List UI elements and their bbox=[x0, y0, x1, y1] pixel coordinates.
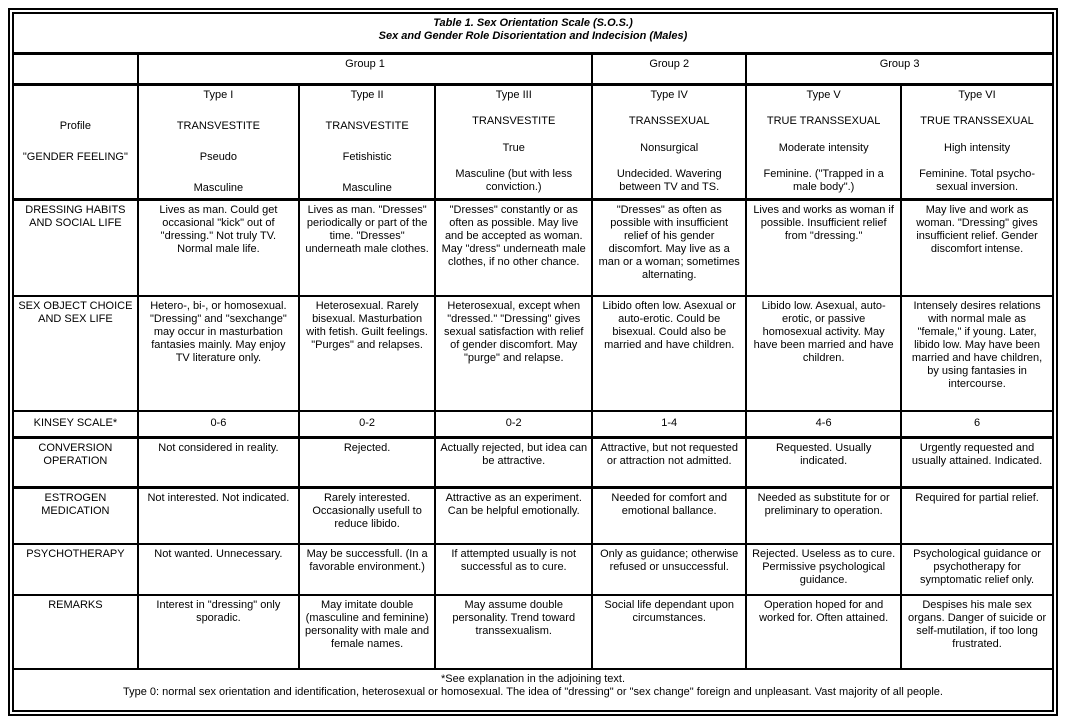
profile-cell-type-i bbox=[138, 84, 299, 199]
profile-classification: TRANSVESTITE bbox=[325, 119, 409, 132]
cell-dressing-type-v: Lives and works as woman if possible. Insufficient relief from "dressing." bbox=[746, 199, 901, 296]
cell-estrogen-type-iii: Attractive as an experiment. Can be helpful emotionally. bbox=[435, 487, 592, 544]
cell-estrogen-type-iv: Needed for comfort and emotional ballance. bbox=[592, 487, 746, 544]
cell-estrogen-type-v: Needed as substitute for or preliminary to operation. bbox=[746, 487, 901, 544]
table-title-cell bbox=[13, 13, 1053, 53]
type-header: Type I bbox=[203, 88, 234, 101]
profile-subtype: Pseudo bbox=[199, 150, 238, 163]
footnote-type-0: Type 0: normal sex orientation and identification, heterosexual or homosexual. The idea of "dressing" or "sex change" foreign and unpleasant. Vast majority of all people. bbox=[123, 686, 943, 698]
footnotes-cell bbox=[13, 669, 1053, 711]
cell-conversion-type-ii: Rejected. bbox=[299, 437, 435, 487]
profile-subtype: Nonsurgical bbox=[640, 141, 699, 154]
cell-sexobj-type-i: Hetero-, bi-, or homosexual. "Dressing" and "sexchange" may occur in masturbation fantasies mainly. May enjoy TV literature only. bbox=[138, 296, 299, 411]
cell-psych-type-iii: If attempted usually is not successful as to cure. bbox=[435, 544, 592, 595]
profile-stack bbox=[304, 89, 430, 195]
cell-dressing-type-vi: May live and work as woman. "Dressing" gives insufficient relief. Gender discomfort intense. bbox=[901, 199, 1053, 296]
profile-stack bbox=[906, 89, 1048, 195]
cell-estrogen-type-vi: Required for partial relief. bbox=[901, 487, 1053, 544]
profile-label-spacer-bottom bbox=[18, 182, 133, 195]
cell-remarks-type-i: Interest in "dressing" only sporadic. bbox=[138, 595, 299, 669]
profile-cell-type-iii bbox=[435, 84, 592, 199]
cell-remarks-type-iii: May assume double personality. Trend toward transsexualism. bbox=[435, 595, 592, 669]
row-label-psychotherapy: PSYCHOTHERAPY bbox=[13, 544, 138, 595]
cell-kinsey-type-iv: 1-4 bbox=[592, 411, 746, 437]
row-label-estrogen-medication: ESTROGEN MEDICATION bbox=[13, 487, 138, 544]
group-2-header: Group 2 bbox=[592, 53, 746, 84]
type-header: Type III bbox=[495, 88, 532, 101]
profile-row-label-cell bbox=[13, 84, 138, 199]
row-label-remarks: REMARKS bbox=[13, 595, 138, 669]
table-title: Table 1. Sex Orientation Scale (S.O.S.) bbox=[433, 17, 633, 29]
cell-dressing-type-iii: "Dresses" constantly or as often as possible. May live and be accepted as woman. May "dress" underneath male clothes, if no other chance. bbox=[435, 199, 592, 296]
profile-classification: TRUE TRANSSEXUAL bbox=[920, 115, 1034, 128]
profile-stack bbox=[440, 89, 587, 195]
profile-stack bbox=[143, 89, 294, 195]
profile-cell-type-v bbox=[746, 84, 901, 199]
cell-psych-type-v: Rejected. Useless as to cure. Permissive psychological guidance. bbox=[746, 544, 901, 595]
profile-subtype: High intensity bbox=[944, 141, 1011, 154]
cell-kinsey-type-vi: 6 bbox=[901, 411, 1053, 437]
cell-remarks-type-iv: Social life dependant upon circumstances. bbox=[592, 595, 746, 669]
cell-psych-type-iv: Only as guidance; otherwise refused or unsuccessful. bbox=[592, 544, 746, 595]
type-header: Type V bbox=[806, 88, 841, 101]
profile-stack bbox=[751, 89, 896, 195]
cell-sexobj-type-vi: Intensely desires relations with normal male as "female," if young. Later, libido low. May have been married and have children, by using fantasies in intercourse. bbox=[901, 296, 1053, 411]
cell-dressing-type-i: Lives as man. Could get occasional "kick" out of "dressing." Not truly TV. Normal male life. bbox=[138, 199, 299, 296]
profile-gender-feeling: Masculine (but with less conviction.) bbox=[455, 168, 573, 194]
profile-gender-feeling: Feminine. ("Trapped in a male body".) bbox=[763, 168, 884, 194]
footnote-asterisk: *See explanation in the adjoining text. bbox=[440, 673, 626, 685]
profile-cell-type-iv bbox=[592, 84, 746, 199]
cell-kinsey-type-ii: 0-2 bbox=[299, 411, 435, 437]
type-header: Type IV bbox=[650, 88, 688, 101]
cell-dressing-type-iv: "Dresses" as often as possible with insufficient relief of his gender discomfort. May live as a man or a woman; sometimes alternating. bbox=[592, 199, 746, 296]
profile-row-label: Profile bbox=[59, 119, 91, 132]
profile-label-stack bbox=[18, 89, 133, 195]
row-label-dressing-habits: DRESSING HABITS AND SOCIAL LIFE bbox=[13, 199, 138, 296]
cell-estrogen-type-i: Not interested. Not indicated. bbox=[138, 487, 299, 544]
profile-label-spacer-top bbox=[18, 89, 133, 102]
profile-classification: TRUE TRANSSEXUAL bbox=[766, 115, 881, 128]
cell-remarks-type-vi: Despises his male sex organs. Danger of suicide or self-mutilation, if too long frustrated. bbox=[901, 595, 1053, 669]
cell-sexobj-type-iv: Libido often low. Asexual or auto-erotic. Could be bisexual. Could also be married and have children. bbox=[592, 296, 746, 411]
cell-conversion-type-iv: Attractive, but not requested or attraction not admitted. bbox=[592, 437, 746, 487]
profile-gender-feeling: Undecided. Wavering between TV and TS. bbox=[616, 168, 722, 194]
cell-conversion-type-i: Not considered in reality. bbox=[138, 437, 299, 487]
cell-conversion-type-v: Requested. Usually indicated. bbox=[746, 437, 901, 487]
cell-remarks-type-ii: May imitate double (masculine and feminine) personality with male and female names. bbox=[299, 595, 435, 669]
profile-subtype: True bbox=[502, 141, 525, 154]
profile-stack bbox=[597, 89, 741, 195]
cell-kinsey-type-v: 4-6 bbox=[746, 411, 901, 437]
row-label-kinsey-scale: KINSEY SCALE* bbox=[13, 411, 138, 437]
cell-sexobj-type-v: Libido low. Asexual, auto-erotic, or passive homosexual activity. May have been married and have children. bbox=[746, 296, 901, 411]
cell-psych-type-ii: May be successfull. (In a favorable environment.) bbox=[299, 544, 435, 595]
cell-conversion-type-vi: Urgently requested and usually attained. Indicated. bbox=[901, 437, 1053, 487]
profile-cell-type-ii bbox=[299, 84, 435, 199]
sex-orientation-scale-table bbox=[12, 12, 1054, 712]
cell-kinsey-type-iii: 0-2 bbox=[435, 411, 592, 437]
profile-subtype: Fetishistic bbox=[342, 150, 392, 163]
cell-kinsey-type-i: 0-6 bbox=[138, 411, 299, 437]
gender-feeling-row-label: "GENDER FEELING" bbox=[22, 150, 128, 163]
cell-sexobj-type-ii: Heterosexual. Rarely bisexual. Masturbation with fetish. Guilt feelings. "Purges" and relapses. bbox=[299, 296, 435, 411]
profile-classification: TRANSSEXUAL bbox=[628, 115, 710, 128]
cell-remarks-type-v: Operation hoped for and worked for. Often attained. bbox=[746, 595, 901, 669]
group-1-header: Group 1 bbox=[138, 53, 592, 84]
table-outer-frame bbox=[8, 8, 1058, 716]
cell-estrogen-type-ii: Rarely interested. Occasionally usefull to reduce libido. bbox=[299, 487, 435, 544]
type-header: Type VI bbox=[958, 88, 996, 101]
profile-classification: TRANSVESTITE bbox=[472, 115, 556, 128]
profile-cell-type-vi bbox=[901, 84, 1053, 199]
profile-gender-feeling: Masculine bbox=[342, 181, 392, 194]
row-label-sex-object: SEX OBJECT CHOICE AND SEX LIFE bbox=[13, 296, 138, 411]
cell-dressing-type-ii: Lives as man. "Dresses" periodically or part of the time. "Dresses" underneath male clothes. bbox=[299, 199, 435, 296]
row-label-conversion-operation: CONVERSION OPERATION bbox=[13, 437, 138, 487]
profile-gender-feeling: Feminine. Total psycho-sexual inversion. bbox=[919, 168, 1036, 194]
profile-gender-feeling: Masculine bbox=[193, 181, 244, 194]
profile-classification: TRANSVESTITE bbox=[176, 119, 260, 132]
table-subtitle: Sex and Gender Role Disorientation and Indecision (Males) bbox=[378, 30, 688, 42]
cell-conversion-type-iii: Actually rejected, but idea can be attractive. bbox=[435, 437, 592, 487]
cell-psych-type-i: Not wanted. Unnecessary. bbox=[138, 544, 299, 595]
cell-psych-type-vi: Psychological guidance or psychotherapy for symptomatic relief only. bbox=[901, 544, 1053, 595]
type-header: Type II bbox=[350, 88, 384, 101]
profile-subtype: Moderate intensity bbox=[778, 141, 869, 154]
cell-sexobj-type-iii: Heterosexual, except when "dressed." "Dressing" gives sexual satisfaction with relief of gender discomfort. May "purge" and relapse. bbox=[435, 296, 592, 411]
corner-cell bbox=[13, 53, 138, 84]
group-3-header: Group 3 bbox=[746, 53, 1053, 84]
